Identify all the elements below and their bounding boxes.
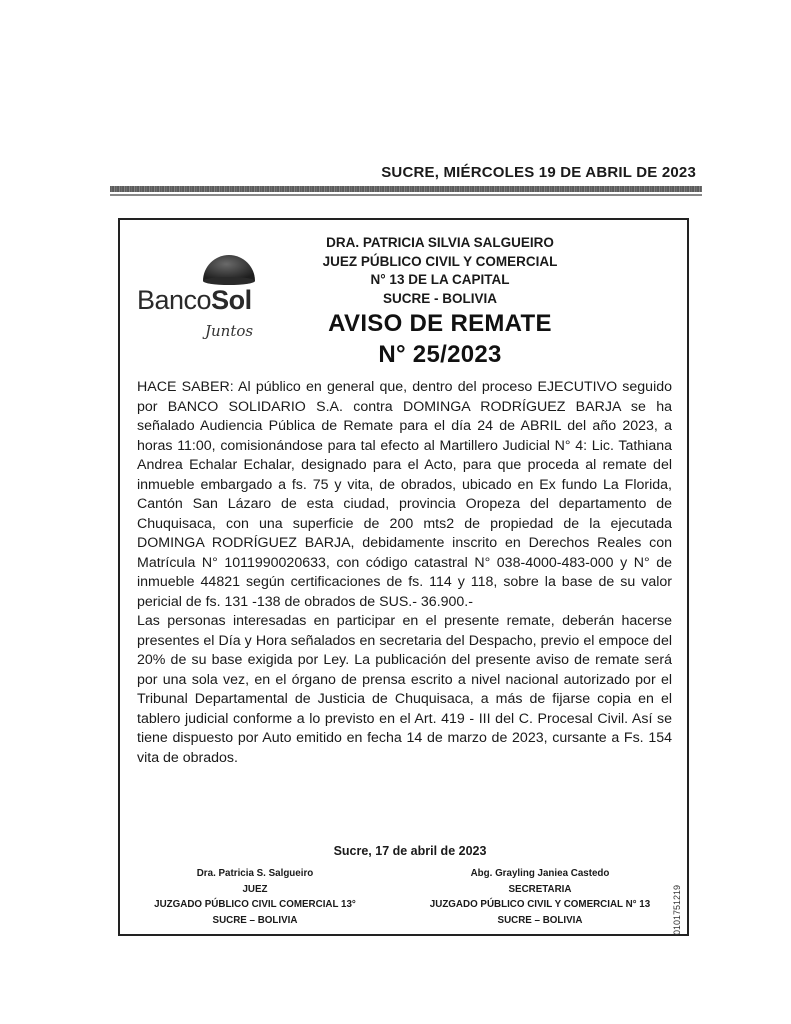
- body-paragraph-2: Las personas interesadas en participar en el presente remate, deberán hacerse presentes el Día y Hora señalados en secretaria del Despacho, previo el empoce del 20% de su base exigida por Ley. La publicación del presente aviso de remate será por una sola vez, en el órgano de prensa escrito a nivel nacional autorizado por el Tribunal Departamental de Justicia de Chuquisaca, a más de fijarse copia en el tablero judicial conforme a lo previsto en el Art. 419 - III del C. Procesal Civil. Así se tiene dispuesto por Auto emitido en fecha 14 de marzo de 2023, cursante a Fs. 154 vita de obrados.: [137, 613, 672, 766]
- dateline: SUCRE, MIÉRCOLES 19 DE ABRIL DE 2023: [381, 164, 696, 181]
- signature-city: SUCRE – BOLIVIA: [212, 914, 298, 926]
- place-date: Sucre, 17 de abril de 2023: [333, 844, 487, 858]
- judge-name: DRA. PATRICIA SILVIA SALGUEIRO: [326, 235, 554, 250]
- notice-number: N° 25/2023: [378, 341, 502, 368]
- court-number: N° 13 DE LA CAPITAL: [370, 272, 510, 287]
- signature-role: JUEZ: [242, 883, 268, 895]
- notice-body: [137, 378, 672, 768]
- body-paragraph-1: HACE SABER: Al público en general que, dentro del proceso EJECUTIVO seguido por BANCO SOLIDARIO S.A. contra DOMINGA RODRÍGUEZ BARJA se ha señalado Audiencia Pública de Remate para el día 24 de ABRIL del año 2023, a horas 11:00, comisionándose para tal efecto al Martillero Judicial N° 4: Lic. Tathiana Andrea Echalar Echalar, designado para el Acto, para que proceda al remate del inmueble embargado a fs. 75 y vita, de obrados, ubicado en Ex fundo La Florida, Cantón San Lázaro de esta ciudad, provincia Oropeza del departamento de Chuquisaca, con una superficie de 200 mts2 de propiedad de la ejecutada DOMINGA RODRÍGUEZ BARJA, debidamente inscrito en Derechos Reales con Matrícula N° 1011990020633, con código catastral N° 038-4000-483-000 y N° de inmueble 44821 según certificaciones de fs. 114 y 118, sobre la base de su valor pericial de fs. 131 -138 de obrados de SUS.- 36.900.-: [137, 379, 672, 610]
- header-rule: [110, 186, 702, 192]
- judge-title: JUEZ PÚBLICO CIVIL Y COMERCIAL: [322, 253, 558, 269]
- court-city: SUCRE - BOLIVIA: [382, 290, 497, 306]
- ad-code: 0101751219: [672, 884, 682, 935]
- signature-city: SUCRE – BOLIVIA: [497, 914, 583, 926]
- header-rule-thin: [110, 194, 702, 196]
- signature-court: JUZGADO PÚBLICO CIVIL COMERCIAL 13°: [154, 899, 356, 910]
- logo-brand-regular: Banco: [137, 285, 212, 315]
- signature-name: Abg. Grayling Janiea Castedo: [470, 868, 610, 879]
- notice-header: [310, 234, 570, 370]
- notice-title: AVISO DE REMATE: [328, 310, 552, 337]
- logo-wordmark: [137, 285, 252, 316]
- signature-role: SECRETARIA: [508, 883, 572, 895]
- signature-court: JUZGADO PÚBLICO CIVIL Y COMERCIAL N° 13: [429, 899, 651, 910]
- signature-secretary: [410, 866, 670, 928]
- signature-judge: [130, 866, 380, 928]
- signature-name: Dra. Patricia S. Salgueiro: [196, 868, 314, 879]
- logo-brand-bold: Sol: [211, 285, 252, 315]
- logo-tagline: Juntos: [205, 322, 254, 340]
